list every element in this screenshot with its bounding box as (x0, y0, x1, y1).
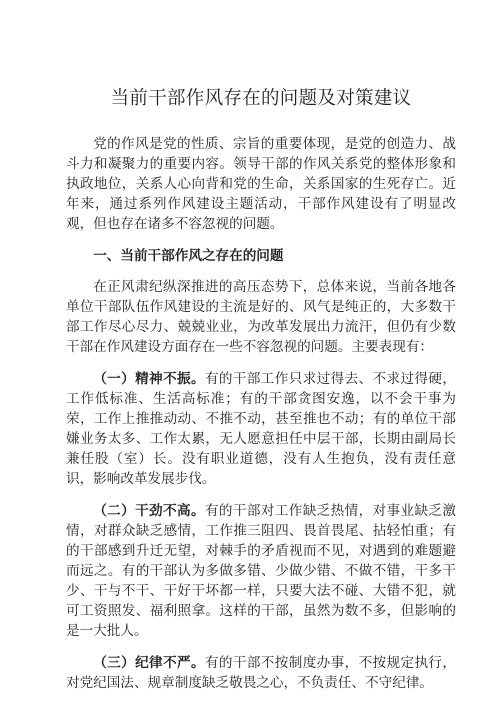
item-lead-3: （三）纪律不严。 (93, 655, 205, 671)
item-text-1: 有的干部工作只求过得去、不求过得硬，工作低标准、生活高标准；有的干部贪图安逸，以不会干事为荣，工作上推推动动、不推不动，甚至推也不动；有的单位干部嫌业务太多、工作太累，无人愿意担任中层干部，长期由副局长兼任股（室）长。没有职业道德，没有人生抱负，没有责任意识，影响改革发展步伐。 (66, 371, 456, 487)
section-heading: 一、当前干部作风之存在的问题 (93, 248, 284, 264)
item-lead-1: （一）精神不振。 (93, 371, 205, 387)
item-text-2: 有的干部对工作缺乏热情，对事业缺乏激情，对群众缺乏感情，工作推三阻四、畏首畏尾、拈轻怕重；有的干部感到升迁无望，对棘手的矛盾视而不见，对遇到的难题避而远之。有的干部认为多做多错、少做少错、不做不错，干多干少、干与不干、干好干坏都一样，只要大法不碰、大错不犯，就可工资照发、福利照拿。这样的干部，虽然为数不多，但影响的是一大批人。 (66, 503, 456, 639)
section-intro-paragraph: 在正风肃纪纵深推进的高压态势下，总体来说，当前各地各单位干部队伍作风建设的主流是好的、风气是纯正的，大多数干部工作尽心尽力、兢兢业业，为改革发展出力流汗，但仍有少数干部在作风建设方面存在一些不容忽视的问题。主要表现有： (66, 279, 456, 355)
item-lead-2: （二）干劲不高。 (93, 503, 205, 519)
item-paragraph-3 (66, 653, 456, 693)
document-title: 当前干部作风存在的问题及对策建议 (110, 88, 412, 109)
intro-paragraph: 党的作风是党的性质、宗旨的重要体现，是党的创造力、战斗力和凝聚力的重要内容。领导干部的作风关系党的整体形象和执政地位，关系人心向背和党的生命，关系国家的生死存亡。近年来，通过系列作风建设主题活动，干部作风建设有了明显改观，但也存在诸多不容忽视的问题。 (66, 136, 456, 232)
item-text-3: 有的干部不按制度办事，不按规定执行，对党纪国法、规章制度缺乏敬畏之心，不负责任、不守纪律。 (66, 655, 456, 691)
item-paragraph-2 (66, 501, 456, 641)
item-paragraph-1 (66, 369, 456, 489)
